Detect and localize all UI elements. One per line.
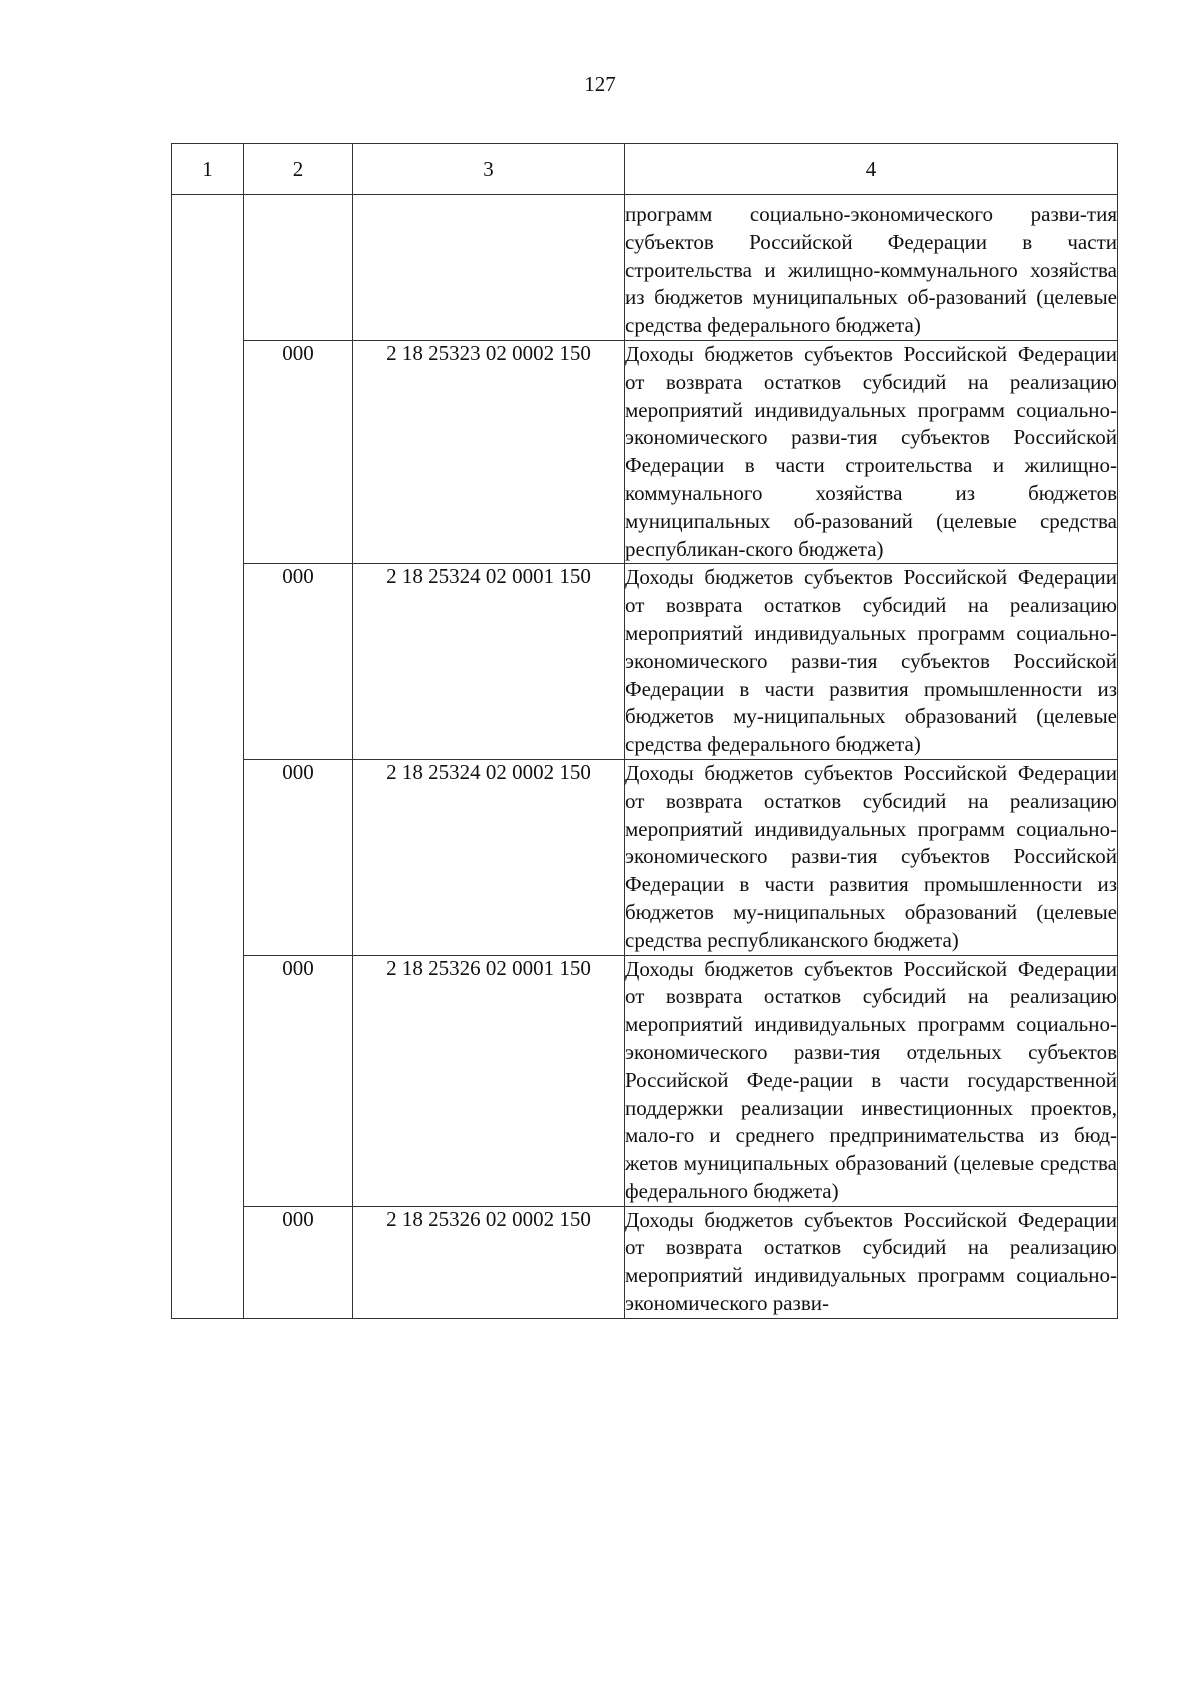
description-text: Доходы бюджетов субъектов Российской Федерации от возврата остатков субсидий на реализацию мероприятий индивидуальных программ социально-экономического разви-тия отдельных субъектов Российской Феде-рации в части государственной поддержки реализации инвестиционных проектов, мало-го и среднего предпринимательства из бюд-жетов муниципальных образований (целевые средства федерального бюджета) <box>625 956 1117 1203</box>
revenue-code-cell: 2 18 25324 02 0001 150 <box>353 564 625 760</box>
admin-code-cell: 000 <box>244 340 353 563</box>
description-cell <box>625 759 1118 955</box>
admin-code-cell <box>244 195 353 341</box>
description-cell <box>625 564 1118 760</box>
revenue-code-cell: 2 18 25326 02 0002 150 <box>353 1206 625 1318</box>
column-header-1: 1 <box>172 144 244 195</box>
column-header-2: 2 <box>244 144 353 195</box>
page-number: 127 <box>584 72 616 96</box>
description-text: Доходы бюджетов субъектов Российской Федерации от возврата остатков субсидий на реализацию мероприятий индивидуальных программ социально-экономического разви-тия субъектов Российской Федерации в части развития промышленности из бюджетов му-ниципальных образований (целевые средства республиканского бюджета) <box>625 760 1117 952</box>
description-text: Доходы бюджетов субъектов Российской Федерации от возврата остатков субсидий на реализацию мероприятий индивидуальных программ социально-экономического разви- <box>625 1207 1117 1316</box>
description-cell <box>625 955 1118 1206</box>
admin-code-cell: 000 <box>244 955 353 1206</box>
revenue-code-cell: 2 18 25323 02 0002 150 <box>353 340 625 563</box>
description-text: Доходы бюджетов субъектов Российской Федерации от возврата остатков субсидий на реализацию мероприятий индивидуальных программ социально-экономического разви-тия субъектов Российской Федерации в части развития промышленности из бюджетов му-ниципальных образований (целевые средства федерального бюджета) <box>625 565 1117 757</box>
description-cell <box>625 195 1118 341</box>
revenue-code-cell <box>353 195 625 341</box>
table-header-row <box>172 144 1118 195</box>
description-text: программ социально-экономического разви-тия субъектов Российской Федерации в части строительства и жилищно-коммунального хозяйства из бюджетов муниципальных об-разований (целевые средства федерального бюджета) <box>625 202 1117 338</box>
table-row <box>172 955 1118 1206</box>
description-cell <box>625 340 1118 563</box>
revenue-code-cell: 2 18 25324 02 0002 150 <box>353 759 625 955</box>
admin-code-cell: 000 <box>244 564 353 760</box>
column-header-4: 4 <box>625 144 1118 195</box>
table-row <box>172 1206 1118 1318</box>
table-row <box>172 340 1118 563</box>
table-row <box>172 195 1118 341</box>
description-text: Доходы бюджетов субъектов Российской Федерации от возврата остатков субсидий на реализацию мероприятий индивидуальных программ социально-экономического разви-тия субъектов Российской Федерации в части строительства и жилищно-коммунального хозяйства из бюджетов муниципальных об-разований (целевые средства республикан-ского бюджета) <box>625 341 1117 561</box>
revenue-code-cell: 2 18 25326 02 0001 150 <box>353 955 625 1206</box>
admin-code-cell: 000 <box>244 1206 353 1318</box>
column-header-3: 3 <box>353 144 625 195</box>
table-row <box>172 564 1118 760</box>
table-row <box>172 759 1118 955</box>
column-1-cell <box>172 195 244 1319</box>
budget-classification-table <box>171 143 1118 1319</box>
description-cell <box>625 1206 1118 1318</box>
admin-code-cell: 000 <box>244 759 353 955</box>
